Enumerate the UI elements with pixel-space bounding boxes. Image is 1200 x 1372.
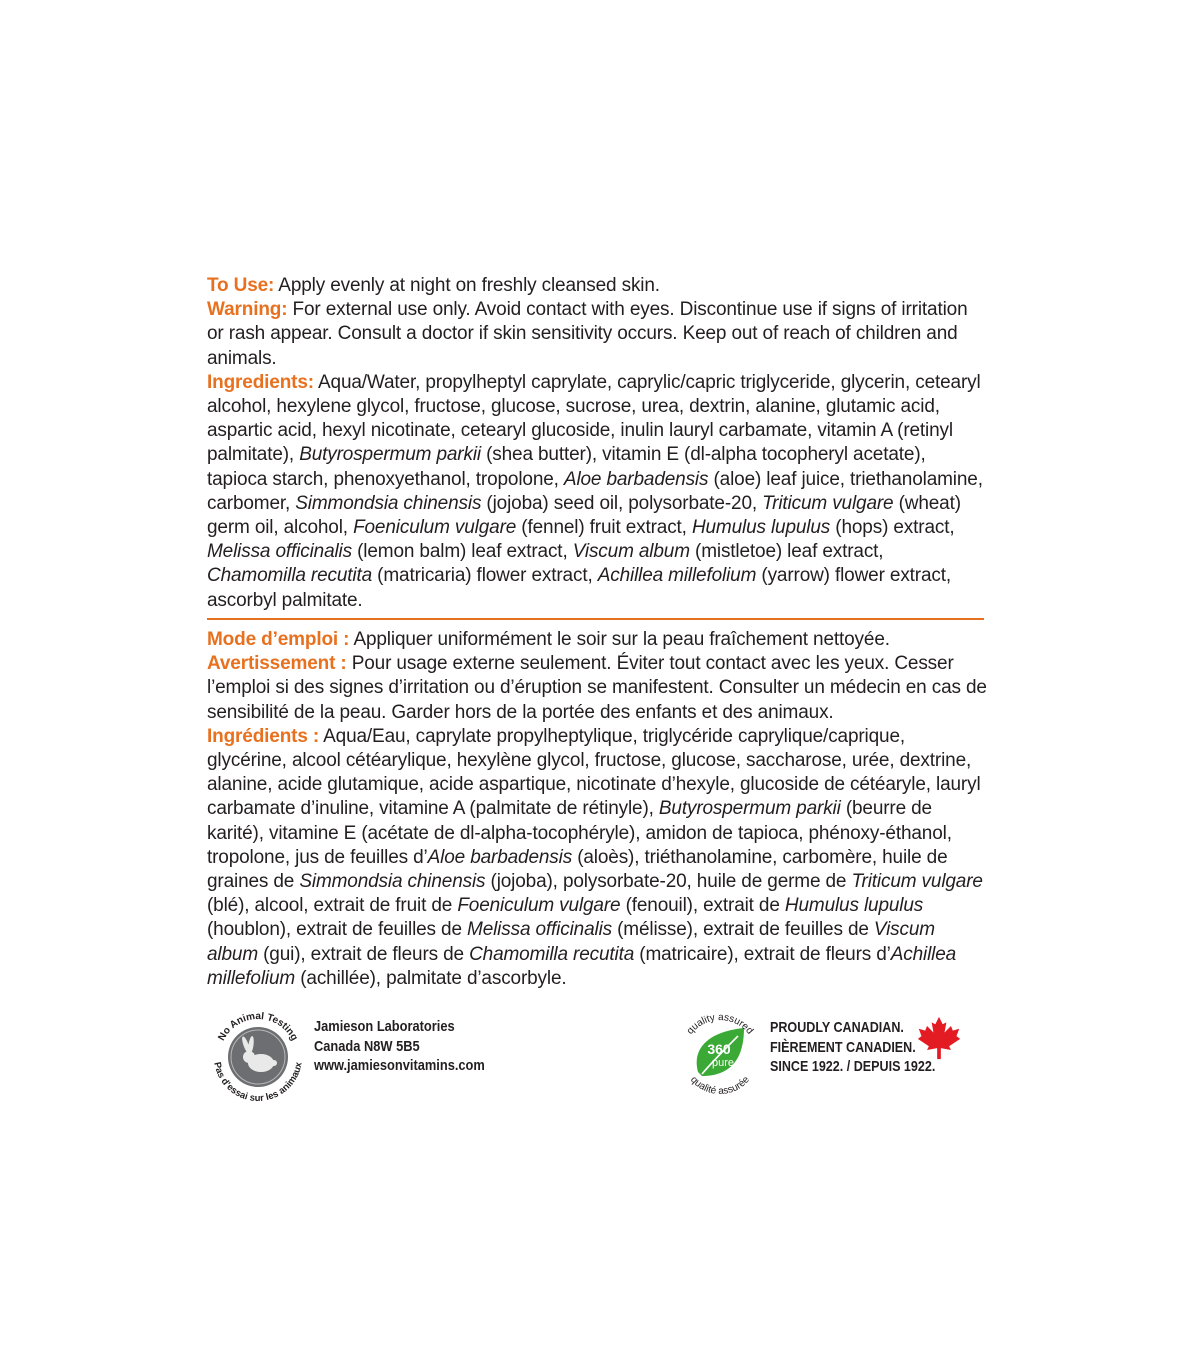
ingredient-text: (blé), alcool, extrait de fruit de — [207, 895, 458, 917]
ingredient-text: (fenouil), extrait de — [620, 895, 785, 917]
scientific-name: Achillea millefolium — [207, 943, 957, 989]
scientific-name: Simmondsia chinensis — [295, 492, 482, 514]
company-postal: Canada N8W 5B5 — [314, 1038, 420, 1055]
quality-assured-badge — [672, 1006, 768, 1102]
scientific-name: Butyrospermum parkii — [658, 798, 841, 820]
en-to-use-paragraph — [207, 274, 987, 298]
fr-ingredients-label: Ingrédients : — [207, 725, 320, 747]
scientific-name: Butyrospermum parkii — [299, 444, 481, 466]
scientific-name: Aloe barbadensis — [563, 468, 709, 490]
ingredient-text: (achillée), palmitate d’ascorbyle. — [295, 967, 567, 989]
ingredient-text: Aqua/Water, propylheptyl caprylate, caprylic/capric triglyceride, glycerin, cetearyl alcohol, hexylene glycol, fructose, glucose, sucrose, urea, dextrin, alanine, glutamic acid, aspartic acid, hexyl nicotinate, cetearyl glucoside, inulin lauryl carbamate, vitamin A (retinyl palmitate), — [207, 371, 981, 466]
en-warning-paragraph — [207, 298, 987, 371]
company-name: Jamieson Laboratories — [314, 1019, 455, 1035]
scientific-name: Melissa officinalis — [467, 919, 612, 941]
en-to-use-label: To Use: — [207, 275, 275, 296]
no-animal-testing-badge — [206, 1005, 310, 1109]
canadian-line-en: PROUDLY CANADIAN. — [770, 1020, 904, 1036]
scientific-name: Triticum vulgare — [851, 871, 983, 893]
ingredient-text: (matricaria) flower extract, — [372, 565, 598, 587]
ingredient-text: (shea butter), vitamin E (dl-alpha tocopheryl acetate), tapioca starch, phenoxyethanol, tropolone, — [207, 444, 926, 490]
ingredient-text: (wheat) germ oil, alcohol, — [207, 492, 961, 539]
canadian-line-fr: FIÈREMENT CANADIEN. — [770, 1039, 916, 1056]
en-warning-text: For external use only. Avoid contact with eyes. Discontinue use if signs of irritation or rash appear. Consult a doctor if skin sensitivity occurs. Keep out of reach of children and animals. — [207, 299, 968, 369]
ingredient-text: (gui), extrait de fleurs de — [258, 943, 470, 965]
fr-warning-paragraph — [207, 652, 987, 725]
scientific-name: Foeniculum vulgare — [457, 895, 621, 917]
section-divider — [207, 618, 984, 620]
scientific-name: Achillea millefolium — [597, 565, 757, 587]
fr-ingredients-text — [207, 726, 983, 989]
ingredient-text: (mélisse), extrait de feuilles de — [612, 919, 874, 941]
ingredient-text: (lemon balm) leaf extract, — [351, 541, 573, 563]
ingredient-text: (yarrow) flower extract, ascorbyl palmitate. — [207, 565, 951, 611]
fr-warning-label: Avertissement : — [207, 653, 347, 675]
fr-to-use-text: Appliquer uniformément le soir sur la peau fraîchement nettoyée. — [349, 629, 890, 650]
company-website: www.jamiesonvitamins.com — [314, 1058, 485, 1074]
scientific-name: Humulus lupulus — [784, 895, 924, 917]
fr-to-use-paragraph — [207, 628, 987, 652]
company-address — [314, 1018, 485, 1077]
badge-word: pure — [711, 1057, 735, 1069]
badge-number: 360 — [707, 1041, 731, 1057]
ingredient-text: Aqua/Eau, caprylate propylheptylique, triglycéride caprylique/caprique, glycérine, alcool cétéarylique, hexylène glycol, fructose, glucose, saccharose, urée, dextrine, alanine, acide glutamique, acide aspartique, nicotinate d’hexyle, glucoside de cétéaryle, lauryl carbamate d’inuline, vitamine A (palmitate de rétinyle), — [207, 725, 981, 820]
english-section — [207, 274, 987, 613]
ingredient-text: (aloe) leaf juice, triethanolamine, carbomer, — [207, 468, 983, 514]
en-warning-label: Warning: — [207, 299, 288, 321]
en-ingredients-label: Ingredients: — [207, 371, 314, 393]
fr-ingredients-paragraph — [207, 725, 987, 991]
ingredient-text: (hops) extract, — [830, 517, 955, 539]
scientific-name: Aloe barbadensis — [427, 846, 573, 868]
ingredient-text: (jojoba) seed oil, polysorbate-20, — [481, 492, 763, 514]
scientific-name: Chamomilla recutita — [469, 943, 635, 965]
ingredient-text: (jojoba), polysorbate-20, huile de germe de — [485, 871, 852, 893]
ingredient-text: (houblon), extrait de feuilles de — [207, 919, 468, 941]
label-footer — [0, 1005, 1200, 1105]
ingredient-text: (aloès), triéthanolamine, carbomère, huile de graines de — [207, 846, 948, 893]
french-section — [207, 628, 987, 991]
scientific-name: Viscum album — [572, 541, 690, 563]
scientific-name: Triticum vulgare — [762, 492, 894, 514]
en-ingredients-text — [207, 372, 983, 611]
scientific-name: Simmondsia chinensis — [299, 871, 486, 893]
scientific-name: Chamomilla recutita — [207, 565, 373, 587]
canadian-since: SINCE 1922. / DEPUIS 1922. — [770, 1059, 936, 1075]
quality-top-text: quality assured — [684, 1011, 756, 1037]
maple-leaf-icon — [916, 1015, 962, 1061]
fr-to-use-label: Mode d’emploi : — [207, 629, 350, 650]
ingredient-text: (beurre de karité), vitamine E (acétate de dl-alpha-tocophéryle), amidon de tapioca, phénoxy-éthanol, tropolone, jus de feuilles d’ — [207, 798, 952, 868]
ingredient-text: (matricaire), extrait de fleurs d’ — [634, 943, 891, 965]
scientific-name: Viscum album — [207, 919, 935, 965]
fr-warning-text: Pour usage externe seulement. Éviter tout contact avec les yeux. Cesser l’emploi si des signes d’irritation ou d’éruption se manifestent. Consulter un médecin en cas de sensibilité de la peau. Garder hors de la portée des enfants et des animaux. — [207, 653, 987, 723]
en-ingredients-paragraph — [207, 371, 987, 613]
proudly-canadian-block — [770, 1019, 935, 1078]
quality-bottom-text: qualité assurée — [688, 1074, 752, 1098]
scientific-name: Humulus lupulus — [691, 517, 831, 539]
ingredient-text: (mistletoe) leaf extract, — [689, 541, 884, 563]
badge-bottom-text: Pas d’essai sur les animaux — [211, 1061, 305, 1105]
scientific-name: Melissa officinalis — [207, 541, 352, 563]
ingredient-text: (fennel) fruit extract, — [516, 517, 692, 539]
scientific-name: Foeniculum vulgare — [353, 517, 517, 539]
en-to-use-text: Apply evenly at night on freshly cleansed skin. — [274, 275, 660, 296]
badge-top-text: No Animal Testing — [216, 1010, 300, 1043]
